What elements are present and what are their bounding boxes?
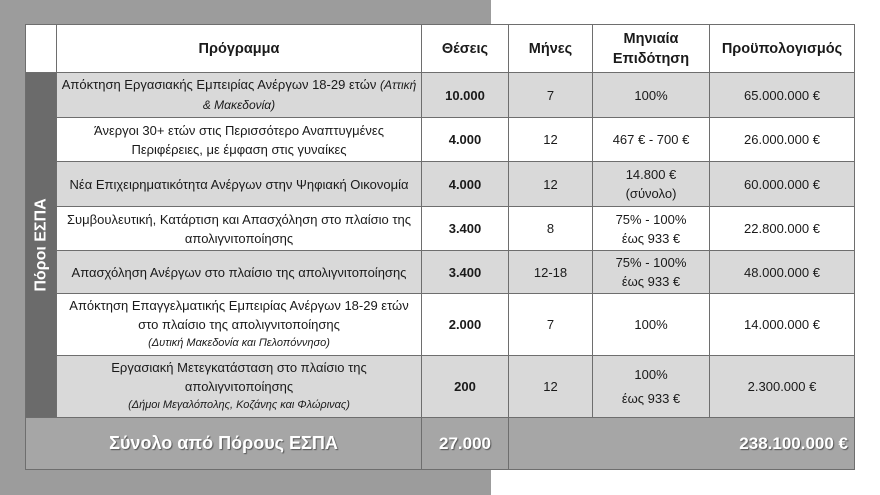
subsidy-line2: έως 933 € — [621, 230, 681, 246]
program-cell — [57, 207, 422, 251]
program-note: (Δήμοι Μεγαλόπολης, Κοζάνης και Φλώρινας) — [128, 399, 350, 411]
program-name: Συμβουλευτική, Κατάρτιση και Απασχόληση στο πλαίσιο της απολιγνιτοποίησης — [67, 211, 411, 246]
positions-cell: 4.000 — [422, 162, 509, 207]
subsidy-line2: έως 933 € — [621, 274, 681, 289]
program-cell — [57, 162, 422, 207]
positions-cell: 10.000 — [422, 73, 509, 118]
program-cell — [57, 118, 422, 162]
months-cell: 7 — [509, 294, 593, 356]
table-header-row — [26, 25, 855, 73]
total-label: Σύνολο από Πόρους ΕΣΠΑ — [26, 418, 422, 470]
budget-cell: 60.000.000 € — [710, 162, 855, 207]
subsidy-line1: 467 € - 700 € — [612, 132, 690, 147]
subsidy-line1: 14.800 € — [625, 167, 677, 182]
table-row — [26, 251, 855, 294]
subsidy-cell — [593, 118, 710, 162]
header-positions: Θέσεις — [422, 25, 509, 73]
positions-cell: 2.000 — [422, 294, 509, 356]
budget-cell: 26.000.000 € — [710, 118, 855, 162]
subsidy-line1: 100% — [634, 87, 668, 103]
subsidy-line1: 75% - 100% — [615, 255, 687, 270]
header-budget: Προϋπολογισμός — [710, 25, 855, 73]
months-cell: 8 — [509, 207, 593, 251]
subsidy-cell — [593, 294, 710, 356]
header-monthly-subsidy — [593, 25, 710, 73]
header-program: Πρόγραμμα — [57, 25, 422, 73]
total-budget: 238.100.000 € — [509, 418, 855, 470]
program-note: (Δυτική Μακεδονία και Πελοπόννησο) — [148, 337, 330, 349]
table-row — [26, 294, 855, 356]
program-cell — [57, 251, 422, 294]
program-name: Απασχόληση Ανέργων στο πλαίσιο της απολιγνιτοποίησης — [71, 264, 407, 280]
positions-cell: 3.400 — [422, 251, 509, 294]
months-cell: 12 — [509, 162, 593, 207]
program-name: Απόκτηση Εργασιακής Εμπειρίας Ανέργων 18-29 ετών — [61, 77, 377, 92]
positions-cell: 4.000 — [422, 118, 509, 162]
header-monthly-subsidy-line1: Μηνιαία — [623, 30, 679, 47]
table-row — [26, 118, 855, 162]
program-cell — [57, 356, 422, 418]
total-positions: 27.000 — [422, 418, 509, 470]
months-cell: 12-18 — [509, 251, 593, 294]
budget-cell: 48.000.000 € — [710, 251, 855, 294]
budget-cell: 65.000.000 € — [710, 73, 855, 118]
program-note: (Αττική & Μακεδονία) — [202, 78, 417, 112]
subsidy-cell — [593, 73, 710, 118]
subsidy-cell — [593, 251, 710, 294]
subsidy-cell — [593, 356, 710, 418]
table-row — [26, 356, 855, 418]
months-cell: 7 — [509, 73, 593, 118]
months-cell: 12 — [509, 118, 593, 162]
table-row — [26, 73, 855, 118]
subsidy-cell — [593, 162, 710, 207]
program-name: Άνεργοι 30+ ετών στις Περισσότερο Αναπτυγμένες Περιφέρειες, με έμφαση στις γυναίκες — [94, 122, 384, 157]
side-label: Πόροι ΕΣΠΑ — [32, 198, 50, 292]
subsidy-line1: 100% — [634, 317, 668, 332]
header-monthly-subsidy-line2: Επιδότηση — [612, 50, 690, 67]
program-cell — [57, 73, 422, 118]
table-row — [26, 207, 855, 251]
espa-programs-table — [25, 24, 855, 470]
subsidy-cell — [593, 207, 710, 251]
side-label-cell — [26, 73, 57, 418]
positions-cell: 200 — [422, 356, 509, 418]
positions-cell: 3.400 — [422, 207, 509, 251]
subsidy-line1: 100% — [634, 366, 668, 382]
total-row — [26, 418, 855, 470]
subsidy-line1: 75% - 100% — [615, 211, 687, 227]
program-name: Νέα Επιχειρηματικότητα Ανέργων στην Ψηφιακή Οικονομία — [69, 176, 409, 192]
table-row — [26, 162, 855, 207]
budget-cell: 22.800.000 € — [710, 207, 855, 251]
budget-cell: 14.000.000 € — [710, 294, 855, 356]
program-cell — [57, 294, 422, 356]
subsidy-line2: έως 933 € — [621, 390, 681, 406]
months-cell: 12 — [509, 356, 593, 418]
program-name: Απόκτηση Επαγγελματικής Εμπειρίας Ανέργων 18-29 ετών στο πλαίσιο της απολιγνιτοποίησης — [69, 298, 409, 332]
corner-cell — [26, 25, 57, 73]
header-months: Μήνες — [509, 25, 593, 73]
budget-cell: 2.300.000 € — [710, 356, 855, 418]
program-name: Εργασιακή Μετεγκατάσταση στο πλαίσιο της απολιγνιτοποίησης — [111, 360, 367, 394]
subsidy-line2: (σύνολο) — [625, 186, 677, 201]
